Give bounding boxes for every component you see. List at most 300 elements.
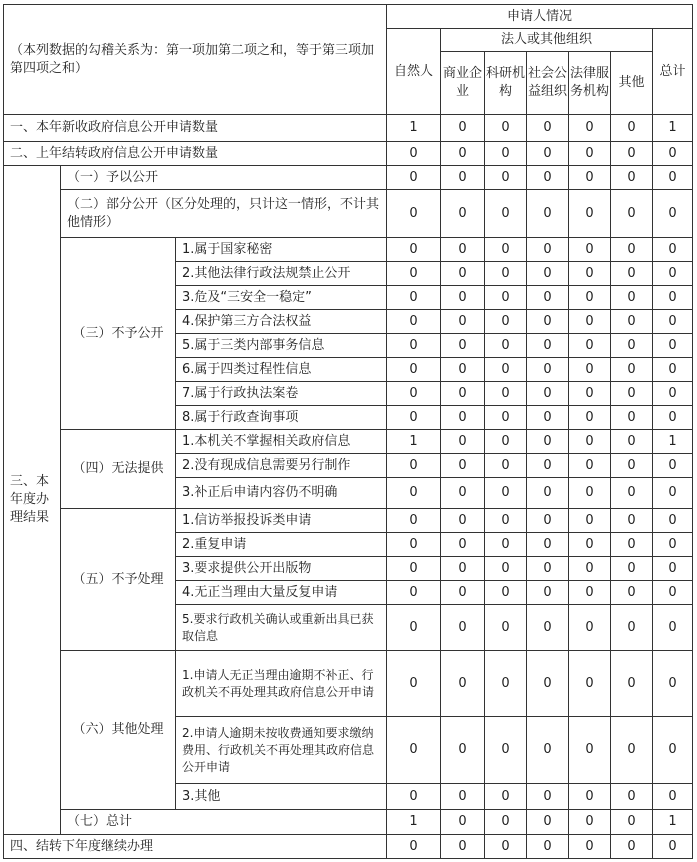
value-cell bbox=[440, 237, 485, 262]
value-cell bbox=[526, 429, 569, 454]
value-cell-text: 0 bbox=[409, 485, 418, 500]
value-cell-text: 0 bbox=[627, 313, 636, 329]
header-research-cell-text: 科研机构 bbox=[485, 66, 525, 99]
value-cell-text: 0 bbox=[543, 361, 552, 377]
value-cell-text: 0 bbox=[409, 265, 418, 281]
value-cell-text: 0 bbox=[668, 584, 677, 600]
row-g7-label bbox=[60, 809, 387, 835]
header-note-cell-text: （本列数据的勾稽关系为：第一项加第二项之和，等于第三项加第四项之和） bbox=[10, 42, 375, 76]
row-r5_5-label-text: 5.要求行政机关确认或重新出具已获取信息 bbox=[182, 611, 374, 643]
value-cell bbox=[610, 532, 653, 557]
value-cell bbox=[568, 809, 611, 835]
row-r3_5-label-text: 5.属于三类内部事务信息 bbox=[182, 337, 325, 353]
value-cell-text: 0 bbox=[585, 433, 594, 449]
value-cell-text: 0 bbox=[458, 313, 467, 329]
row-r5_2-label bbox=[175, 532, 387, 557]
value-cell-text: 0 bbox=[409, 584, 418, 600]
value-cell bbox=[652, 357, 693, 382]
row-r4_2-label-text: 2.没有现成信息需要另行制作 bbox=[182, 457, 351, 473]
value-cell-text: 0 bbox=[543, 433, 552, 449]
value-cell bbox=[568, 165, 611, 190]
value-cell-text: 0 bbox=[458, 385, 467, 401]
value-cell-text: 0 bbox=[585, 838, 594, 854]
value-cell-text: 0 bbox=[501, 742, 510, 757]
value-cell bbox=[610, 716, 653, 784]
value-cell-text: 0 bbox=[627, 409, 636, 425]
value-cell-text: 0 bbox=[668, 512, 677, 528]
row-r5_1-label bbox=[175, 508, 387, 533]
value-cell-text: 0 bbox=[543, 742, 552, 757]
header-total-cell-text: 总计 bbox=[659, 63, 686, 79]
value-cell bbox=[386, 716, 441, 784]
row-g1-label bbox=[60, 165, 387, 190]
value-cell bbox=[386, 189, 441, 238]
value-cell bbox=[652, 604, 693, 651]
value-cell-text: 0 bbox=[668, 788, 677, 804]
value-cell bbox=[526, 508, 569, 533]
value-cell-text: 0 bbox=[501, 361, 510, 377]
value-cell bbox=[386, 237, 441, 262]
value-cell bbox=[484, 165, 527, 190]
value-cell-text: 0 bbox=[627, 289, 636, 305]
value-cell-text: 0 bbox=[501, 241, 510, 257]
value-cell bbox=[386, 477, 441, 509]
row-r5_5-label bbox=[175, 604, 387, 651]
value-cell-text: 0 bbox=[668, 485, 677, 500]
value-cell bbox=[484, 357, 527, 382]
row-r3_3-label-text: 3.危及“三安全一稳定” bbox=[182, 289, 312, 305]
value-cell bbox=[386, 429, 441, 454]
value-cell-text: 0 bbox=[585, 675, 594, 691]
value-cell-text: 0 bbox=[409, 838, 418, 854]
value-cell-text: 0 bbox=[668, 560, 677, 576]
row-r6_3-label-text: 3.其他 bbox=[182, 788, 221, 804]
value-cell bbox=[652, 716, 693, 784]
value-cell bbox=[440, 834, 485, 859]
row-r3_6-label bbox=[175, 357, 387, 382]
value-cell-text: 0 bbox=[458, 560, 467, 576]
value-cell-text: 0 bbox=[543, 409, 552, 425]
value-cell-text: 0 bbox=[668, 241, 677, 257]
value-cell bbox=[526, 834, 569, 859]
value-cell bbox=[568, 783, 611, 810]
value-cell bbox=[484, 453, 527, 478]
value-cell bbox=[568, 716, 611, 784]
value-cell bbox=[386, 650, 441, 717]
value-cell bbox=[526, 809, 569, 835]
value-cell-text: 1 bbox=[668, 433, 677, 449]
value-cell-text: 0 bbox=[501, 675, 510, 691]
value-cell-text: 0 bbox=[668, 619, 677, 635]
row-r5_1-label-text: 1.信访举报投诉类申请 bbox=[182, 512, 312, 528]
value-cell-text: 0 bbox=[409, 313, 418, 329]
value-cell-text: 0 bbox=[409, 619, 418, 635]
value-cell bbox=[440, 532, 485, 557]
value-cell-text: 0 bbox=[458, 788, 467, 804]
value-cell bbox=[610, 189, 653, 238]
value-cell bbox=[526, 309, 569, 334]
value-cell bbox=[386, 261, 441, 286]
row-r3_7-label bbox=[175, 381, 387, 406]
value-cell bbox=[484, 405, 527, 430]
value-cell-text: 0 bbox=[627, 337, 636, 353]
value-cell bbox=[610, 604, 653, 651]
value-cell bbox=[610, 114, 653, 142]
row-s3-label bbox=[3, 165, 61, 835]
value-cell bbox=[568, 189, 611, 238]
value-cell-text: 0 bbox=[627, 205, 636, 221]
value-cell bbox=[440, 650, 485, 717]
value-cell-text: 0 bbox=[409, 409, 418, 425]
value-cell bbox=[568, 261, 611, 286]
value-cell bbox=[610, 508, 653, 533]
value-cell-text: 1 bbox=[409, 433, 418, 449]
value-cell bbox=[652, 429, 693, 454]
value-cell bbox=[652, 165, 693, 190]
header-other-cell bbox=[610, 51, 653, 115]
value-cell bbox=[526, 580, 569, 605]
value-cell-text: 0 bbox=[458, 289, 467, 305]
row-r4_1-label bbox=[175, 429, 387, 454]
value-cell bbox=[386, 508, 441, 533]
value-cell-text: 1 bbox=[409, 120, 418, 135]
value-cell bbox=[484, 309, 527, 334]
row-s2-label-text: 二、上年结转政府信息公开申请数量 bbox=[10, 145, 219, 161]
value-cell-text: 0 bbox=[458, 675, 467, 691]
value-cell-text: 0 bbox=[627, 169, 636, 185]
value-cell bbox=[526, 333, 569, 358]
value-cell bbox=[484, 333, 527, 358]
row-g4-label-text: （四）无法提供 bbox=[72, 461, 164, 476]
value-cell bbox=[568, 508, 611, 533]
value-cell-text: 0 bbox=[501, 337, 510, 353]
value-cell-text: 0 bbox=[585, 120, 594, 135]
value-cell-text: 0 bbox=[585, 205, 594, 221]
value-cell-text: 0 bbox=[543, 337, 552, 353]
value-cell bbox=[484, 508, 527, 533]
value-cell-text: 0 bbox=[627, 361, 636, 377]
value-cell-text: 0 bbox=[585, 145, 594, 161]
row-g7-label-text: （七）总计 bbox=[67, 814, 133, 829]
value-cell-text: 0 bbox=[409, 169, 418, 185]
value-cell bbox=[386, 532, 441, 557]
value-cell-text: 0 bbox=[543, 788, 552, 804]
value-cell-text: 0 bbox=[585, 241, 594, 257]
value-cell-text: 0 bbox=[409, 205, 418, 221]
value-cell-text: 0 bbox=[543, 675, 552, 691]
value-cell-text: 0 bbox=[668, 536, 677, 552]
row-s1-label-text: 一、本年新收政府信息公开申请数量 bbox=[10, 120, 219, 135]
value-cell bbox=[484, 237, 527, 262]
row-r3_4-label-text: 4.保护第三方合法权益 bbox=[182, 313, 312, 329]
value-cell-text: 0 bbox=[543, 485, 552, 500]
row-g6-label-text: （六）其他处理 bbox=[72, 722, 164, 737]
value-cell bbox=[568, 381, 611, 406]
header-note-cell bbox=[3, 4, 387, 115]
value-cell bbox=[440, 189, 485, 238]
value-cell-text: 0 bbox=[409, 145, 418, 161]
value-cell-text: 0 bbox=[409, 385, 418, 401]
row-r4_3-label bbox=[175, 477, 387, 509]
value-cell-text: 0 bbox=[585, 788, 594, 804]
value-cell bbox=[652, 453, 693, 478]
value-cell-text: 0 bbox=[627, 485, 636, 500]
value-cell-text: 0 bbox=[543, 560, 552, 576]
value-cell-text: 0 bbox=[458, 241, 467, 257]
value-cell-text: 0 bbox=[409, 512, 418, 528]
value-cell-text: 0 bbox=[585, 409, 594, 425]
value-cell bbox=[652, 141, 693, 166]
value-cell bbox=[652, 532, 693, 557]
value-cell-text: 0 bbox=[627, 433, 636, 449]
header-legal-group-cell bbox=[440, 28, 653, 52]
header-legal-group-cell-text: 法人或其他组织 bbox=[500, 32, 592, 47]
value-cell-text: 0 bbox=[668, 838, 677, 854]
value-cell-text: 0 bbox=[543, 289, 552, 305]
value-cell bbox=[484, 783, 527, 810]
value-cell-text: 0 bbox=[501, 409, 510, 425]
value-cell bbox=[568, 556, 611, 581]
value-cell bbox=[386, 333, 441, 358]
value-cell bbox=[568, 333, 611, 358]
value-cell-text: 0 bbox=[543, 313, 552, 329]
value-cell bbox=[484, 716, 527, 784]
value-cell-text: 0 bbox=[409, 361, 418, 377]
row-r4_3-label-text: 3.补正后申请内容仍不明确 bbox=[182, 485, 338, 500]
row-r3_2-label bbox=[175, 261, 387, 286]
value-cell-text: 0 bbox=[458, 838, 467, 854]
value-cell bbox=[484, 556, 527, 581]
row-r3_8-label bbox=[175, 405, 387, 430]
value-cell bbox=[440, 285, 485, 310]
value-cell bbox=[386, 453, 441, 478]
value-cell bbox=[568, 453, 611, 478]
value-cell bbox=[652, 261, 693, 286]
value-cell-text: 0 bbox=[501, 788, 510, 804]
value-cell bbox=[610, 453, 653, 478]
value-cell bbox=[440, 381, 485, 406]
row-s3-label-text: 三、本年度办理结果 bbox=[10, 474, 50, 525]
value-cell bbox=[568, 834, 611, 859]
value-cell bbox=[610, 783, 653, 810]
header-legal-service-cell bbox=[568, 51, 611, 115]
value-cell bbox=[386, 309, 441, 334]
value-cell bbox=[526, 532, 569, 557]
value-cell-text: 0 bbox=[543, 814, 552, 829]
value-cell bbox=[652, 650, 693, 717]
value-cell bbox=[484, 809, 527, 835]
row-s4-label-text: 四、结转下年度继续办理 bbox=[10, 838, 154, 854]
value-cell-text: 0 bbox=[627, 536, 636, 552]
value-cell bbox=[484, 650, 527, 717]
value-cell-text: 0 bbox=[627, 241, 636, 257]
value-cell bbox=[386, 141, 441, 166]
value-cell-text: 0 bbox=[409, 241, 418, 257]
value-cell-text: 0 bbox=[458, 433, 467, 449]
value-cell bbox=[440, 357, 485, 382]
value-cell bbox=[526, 237, 569, 262]
value-cell-text: 0 bbox=[458, 457, 467, 473]
value-cell bbox=[386, 809, 441, 835]
value-cell-text: 0 bbox=[409, 675, 418, 691]
row-r3_2-label-text: 2.其他法律行政法规禁止公开 bbox=[182, 265, 351, 281]
value-cell-text: 0 bbox=[585, 337, 594, 353]
value-cell bbox=[440, 716, 485, 784]
value-cell bbox=[652, 477, 693, 509]
value-cell bbox=[610, 477, 653, 509]
value-cell-text: 0 bbox=[501, 265, 510, 281]
value-cell-text: 0 bbox=[543, 145, 552, 161]
value-cell-text: 0 bbox=[501, 457, 510, 473]
value-cell-text: 0 bbox=[543, 205, 552, 221]
value-cell bbox=[568, 114, 611, 142]
value-cell-text: 0 bbox=[585, 619, 594, 635]
value-cell bbox=[526, 604, 569, 651]
value-cell-text: 0 bbox=[501, 838, 510, 854]
row-r6_2-label-text: 2.申请人逾期未按收费通知要求缴纳费用、行政机关不再处理其政府信息公开申请 bbox=[182, 725, 375, 774]
value-cell bbox=[652, 309, 693, 334]
value-cell-text: 0 bbox=[627, 560, 636, 576]
value-cell-text: 0 bbox=[501, 584, 510, 600]
header-commercial-cell bbox=[440, 51, 485, 115]
value-cell-text: 0 bbox=[585, 385, 594, 401]
value-cell bbox=[386, 114, 441, 142]
value-cell bbox=[484, 834, 527, 859]
value-cell bbox=[484, 261, 527, 286]
value-cell-text: 0 bbox=[585, 457, 594, 473]
row-r6_1-label-text: 1.申请人无正当理由逾期不补正、行政机关不再处理其政府信息公开申请 bbox=[182, 667, 375, 699]
value-cell-text: 0 bbox=[668, 385, 677, 401]
row-r6_1-label bbox=[175, 650, 387, 717]
value-cell-text: 0 bbox=[501, 169, 510, 185]
value-cell-text: 0 bbox=[668, 265, 677, 281]
header-other-cell-text: 其他 bbox=[618, 75, 645, 90]
value-cell bbox=[484, 532, 527, 557]
value-cell-text: 0 bbox=[627, 120, 636, 135]
row-r3_1-label bbox=[175, 237, 387, 262]
value-cell-text: 0 bbox=[627, 838, 636, 854]
value-cell bbox=[484, 580, 527, 605]
value-cell-text: 0 bbox=[668, 675, 677, 691]
value-cell bbox=[610, 405, 653, 430]
value-cell-text: 0 bbox=[458, 485, 467, 500]
value-cell-text: 0 bbox=[627, 788, 636, 804]
value-cell bbox=[610, 237, 653, 262]
value-cell bbox=[568, 580, 611, 605]
value-cell-text: 0 bbox=[668, 205, 677, 221]
value-cell bbox=[440, 453, 485, 478]
value-cell-text: 0 bbox=[543, 385, 552, 401]
value-cell bbox=[484, 477, 527, 509]
value-cell bbox=[652, 508, 693, 533]
value-cell bbox=[526, 381, 569, 406]
value-cell-text: 0 bbox=[585, 742, 594, 757]
value-cell-text: 0 bbox=[627, 814, 636, 829]
value-cell-text: 0 bbox=[585, 560, 594, 576]
value-cell-text: 0 bbox=[543, 265, 552, 281]
row-g3-label-text: （三）不予公开 bbox=[72, 325, 164, 341]
value-cell-text: 0 bbox=[501, 289, 510, 305]
value-cell-text: 0 bbox=[501, 120, 510, 135]
header-research-cell bbox=[484, 51, 527, 115]
value-cell-text: 0 bbox=[409, 742, 418, 757]
value-cell bbox=[568, 285, 611, 310]
header-natural-cell-text: 自然人 bbox=[393, 63, 433, 79]
value-cell bbox=[610, 580, 653, 605]
row-s4-label bbox=[3, 834, 387, 859]
value-cell bbox=[440, 165, 485, 190]
value-cell bbox=[568, 141, 611, 166]
value-cell bbox=[386, 285, 441, 310]
header-legal-service-cell-text: 法律服务机构 bbox=[569, 66, 609, 99]
row-r3_7-label-text: 7.属于行政执法案卷 bbox=[182, 385, 299, 401]
value-cell-text: 0 bbox=[409, 337, 418, 353]
value-cell bbox=[526, 477, 569, 509]
row-g3-label bbox=[60, 237, 176, 430]
value-cell-text: 0 bbox=[458, 205, 467, 221]
value-cell bbox=[568, 357, 611, 382]
value-cell-text: 0 bbox=[458, 512, 467, 528]
value-cell-text: 0 bbox=[627, 619, 636, 635]
value-cell-text: 0 bbox=[668, 145, 677, 161]
row-r5_4-label-text: 4.无正当理由大量反复申请 bbox=[182, 584, 338, 600]
row-r5_3-label bbox=[175, 556, 387, 581]
value-cell-text: 0 bbox=[585, 265, 594, 281]
value-cell-text: 0 bbox=[627, 512, 636, 528]
value-cell bbox=[610, 309, 653, 334]
value-cell bbox=[568, 650, 611, 717]
value-cell bbox=[652, 556, 693, 581]
value-cell bbox=[484, 285, 527, 310]
value-cell bbox=[652, 783, 693, 810]
value-cell-text: 0 bbox=[458, 169, 467, 185]
value-cell-text: 0 bbox=[409, 560, 418, 576]
value-cell bbox=[526, 285, 569, 310]
value-cell-text: 0 bbox=[501, 814, 510, 829]
value-cell bbox=[484, 114, 527, 142]
value-cell bbox=[440, 809, 485, 835]
value-cell-text: 0 bbox=[458, 265, 467, 281]
value-cell-text: 0 bbox=[501, 512, 510, 528]
value-cell bbox=[386, 834, 441, 859]
value-cell-text: 0 bbox=[543, 619, 552, 635]
row-g4-label bbox=[60, 429, 176, 509]
value-cell-text: 0 bbox=[668, 457, 677, 473]
value-cell-text: 0 bbox=[627, 457, 636, 473]
value-cell-text: 0 bbox=[585, 814, 594, 829]
value-cell-text: 0 bbox=[458, 337, 467, 353]
value-cell-text: 0 bbox=[543, 169, 552, 185]
value-cell bbox=[526, 357, 569, 382]
value-cell bbox=[440, 309, 485, 334]
value-cell bbox=[652, 834, 693, 859]
value-cell bbox=[610, 357, 653, 382]
header-social-cell bbox=[526, 51, 569, 115]
value-cell bbox=[440, 114, 485, 142]
value-cell bbox=[610, 381, 653, 406]
value-cell bbox=[484, 189, 527, 238]
value-cell-text: 0 bbox=[543, 584, 552, 600]
row-r3_3-label bbox=[175, 285, 387, 310]
row-r5_3-label-text: 3.要求提供公开出版物 bbox=[182, 560, 312, 576]
value-cell-text: 0 bbox=[585, 485, 594, 500]
value-cell bbox=[526, 405, 569, 430]
header-commercial-cell-text: 商业企业 bbox=[442, 66, 482, 99]
value-cell bbox=[568, 604, 611, 651]
value-cell-text: 0 bbox=[585, 584, 594, 600]
value-cell-text: 0 bbox=[668, 313, 677, 329]
value-cell bbox=[652, 809, 693, 835]
